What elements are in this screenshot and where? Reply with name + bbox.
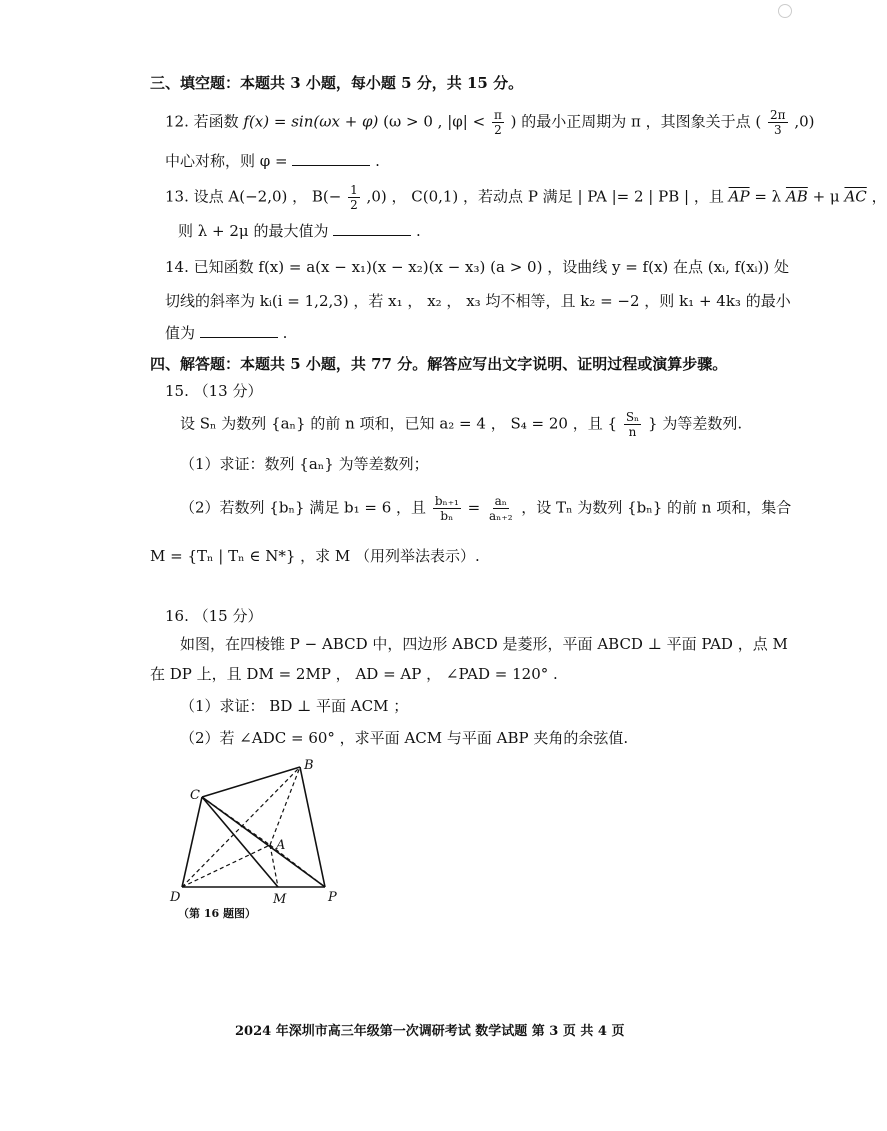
q15-fraction-sn-n: $\frac{\text{Sₙ}}{n}$ [625,410,640,439]
q14-answer-blank[interactable] [200,336,278,338]
question-15-part-2-cont: M = {Tₙ | Tₙ ∈ N*} ，求 M （用列举法表示）. [150,547,480,565]
corner-mark [778,4,792,18]
q13-text-b: ,0) ， C(0,1) ，若动点 P 满足 | PA |= 2 | PB | ，且 [366,187,724,206]
label-a: A [276,838,286,853]
label-c: C [190,788,200,803]
q13-vector-ap: $\overline{AP}$ [728,187,750,206]
q12-function: f(x) = sin(ωx + φ) [243,112,379,131]
question-15-heading: 15. （13 分） [165,382,263,400]
q13-line2-text: 则 λ + 2μ 的最大值为 [178,222,329,240]
section-3-heading: 三、填空题：本题共 3 小题，每小题 5 分，共 15 分。 [150,74,524,92]
question-14-line-1: 14. 已知函数 f(x) = a(x − x₁)(x − x₂)(x − x₃) (a > 0) ，设曲线 y = f(x) 在点 (xᵢ, f(xᵢ)) 处 [165,258,790,276]
question-14-line-2: 切线的斜率为 kᵢ(i = 1,2,3) ，若 x₁ ， x₂ ， x₃ 均不相等，且 k₂ = −2 ，则 k₁ + 4k₃ 的最小 [165,292,791,310]
q12-fraction-2pi-3: $\frac{2\pi}{3}$ [770,108,786,137]
q12-text-a: 12. 若函数 [165,112,239,131]
q12-text-c: (ω > 0 , |φ| < [383,112,486,131]
section-4-heading: 四、解答题：本题共 5 小题，共 77 分。解答应写出文字说明、证明过程或演算步骤。 [150,355,728,373]
edge-ab [270,767,300,845]
q13-fraction-1-2: $\frac{1}{2}$ [350,183,358,212]
q13-answer-blank[interactable] [333,234,411,236]
question-12-line-1 [165,108,815,137]
question-13-line-1: 13. 设点 A(−2,0) ， B(− $\frac{1}{2}$ ,0) ， C(0,1) ，若动点 P 满足 | PA |= 2 | PB | ，且 $\overline{AP} = \lambda$ $\overline{AB} + \mu$ $\overline{AC}$ ， [165,183,887,212]
question-16-line-1: 如图，在四棱锥 P − ABCD 中，四边形 ABCD 是菱形，平面 ABCD ⊥ 平面 PAD ，点 M [180,635,788,653]
label-p: P [328,890,337,905]
pyramid-figure [160,755,360,920]
q13-vector-ac: $\overline{AC}$ [844,187,867,206]
page-footer: 2024 年深圳市高三年级第一次调研考试 数学试题 第 3 页 共 4 页 [235,1024,625,1039]
q15-fraction-a-ratio: $\frac{\text{aₙ}}{\text{aₙ₊₂}}$ [489,494,513,523]
label-b: B [304,758,314,773]
q13-vector-ab: $\overline{AB}$ [785,187,808,206]
q12-fraction-pi-2: $\frac{\pi}{2}$ [493,108,502,137]
label-d: D [170,890,181,905]
edge-da [182,845,270,887]
q12-text-d: ) 的最小正周期为 π ，其图象关于点 ( [510,112,762,131]
question-15-part-1: （1）求证：数列 {aₙ} 为等差数列； [180,455,429,473]
edge-bp [300,767,325,887]
question-13-line-2: 则 λ + 2μ 的最大值为 . [178,222,421,240]
q12-answer-blank[interactable] [292,164,370,166]
q15-fraction-b-ratio: $\frac{\text{bₙ₊₁}}{\text{bₙ}}$ [434,494,459,523]
question-14-line-3: 值为 . [165,324,288,342]
question-12-line-2: 中心对称，则 φ = . [165,152,380,170]
figure-caption: （第 16 题图） [178,907,256,920]
edge-cd [182,797,202,887]
label-m: M [273,892,287,907]
question-16-heading: 16. （15 分） [165,607,263,625]
question-15-part-2: （2）若数列 {bₙ} 满足 b₁ = 6 ，且 $\frac{\text{bₙ₊₁}}{\text{bₙ}}$ = $\frac{\text{aₙ}}{\text{aₙ₊₂}}$ ，设 Tₙ 为数列 {bₙ} 的前 n 项和，集合 [180,494,792,523]
q12-line2-text: 中心对称，则 φ = [165,152,288,170]
question-16-part-2: （2）若 ∠ADC = 60° ，求平面 ACM 与平面 ABP 夹角的余弦值. [180,729,629,747]
question-16-part-1: （1）求证： BD ⊥ 平面 ACM ； [180,697,409,715]
question-15-statement: 设 Sₙ 为数列 {aₙ} 的前 n 项和，已知 a₂ = 4 ， S₄ = 20 ，且 { $\frac{\text{Sₙ}}{n}$ } 为等差数列. [180,410,743,439]
q12-text-e: ,0) [794,112,815,131]
question-16-line-2: 在 DP 上，且 DM = 2MP ， AD = AP ， ∠PAD = 120° . [150,665,558,683]
q13-text-a: 13. 设点 A(−2,0) ， B(− [165,187,342,206]
